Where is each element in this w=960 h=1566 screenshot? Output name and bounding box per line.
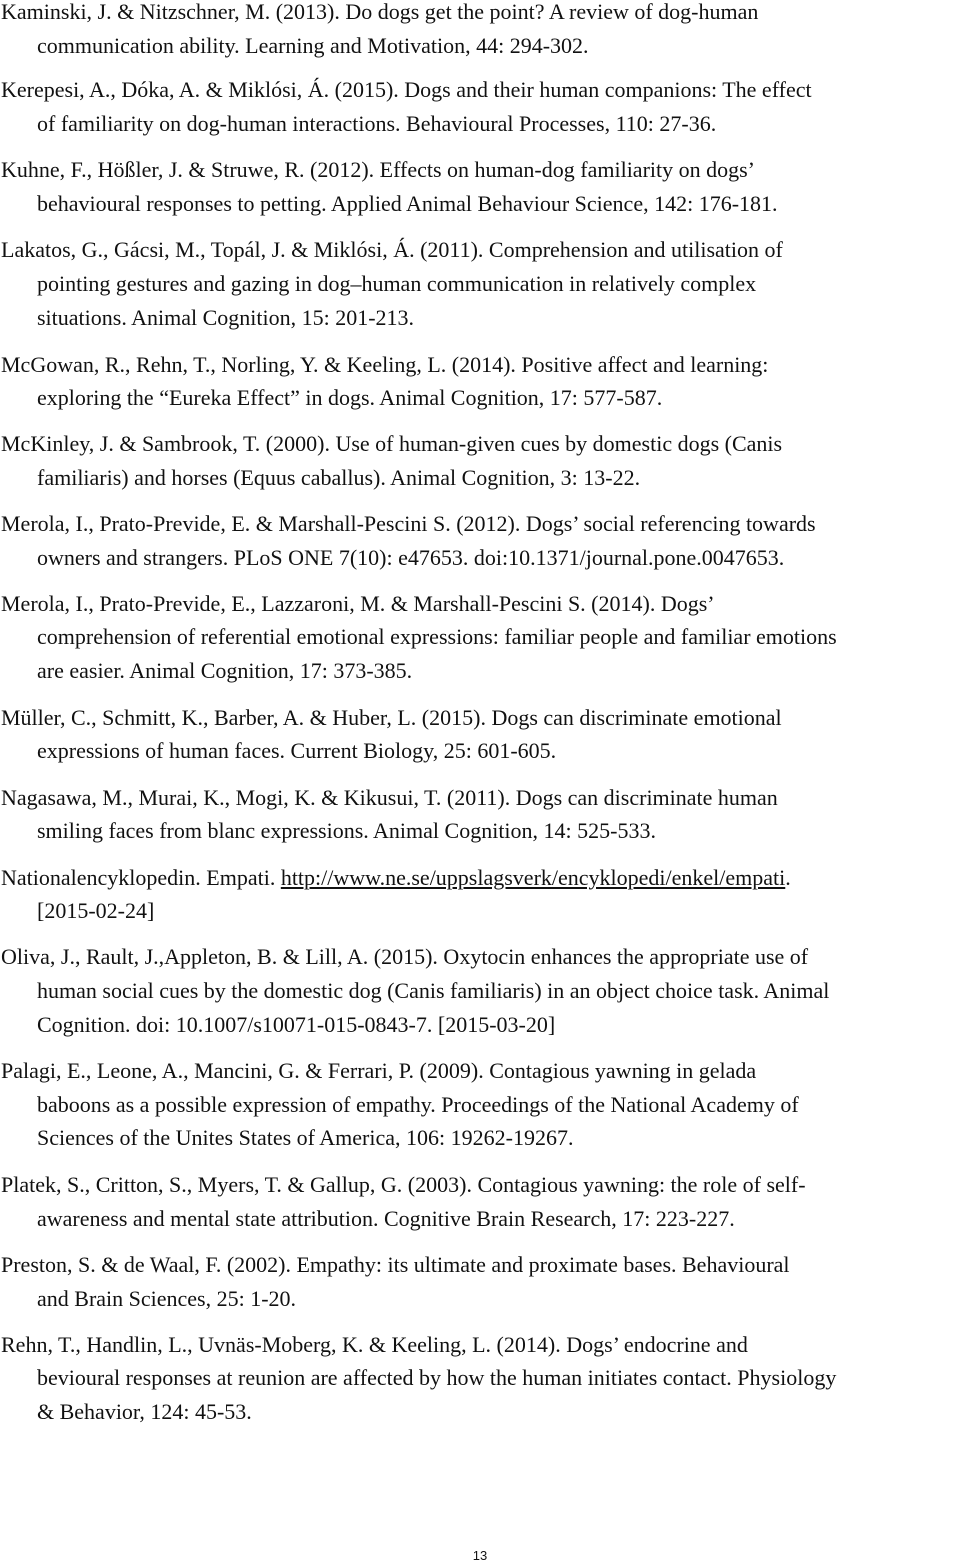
reference-line: baboons as a possible expression of empathy. Proceedings of the National Academy of [37,1092,799,1117]
reference-line: owners and strangers. PLoS ONE 7(10): e47653. doi:10.1371/journal.pone.0047653. [37,545,785,570]
reference-text: . [785,865,791,890]
reference-line: behavioural responses to petting. Applied Animal Behaviour Science, 142: 176-181. [37,191,778,216]
reference-line: Palagi, E., Leone, A., Mancini, G. & Ferrari, P. (2009). Contagious yawning in gelada [1,1058,757,1083]
reference-line: Merola, I., Prato-Previde, E., Lazzaroni, M. & Marshall-Pescini S. (2014). Dogs’ [1,591,715,616]
reference-line: bevioural responses at reunion are affected by how the human initiates contact. Physiology [37,1365,837,1390]
reference-line: Preston, S. & de Waal, F. (2002). Empathy: its ultimate and proximate bases. Behavioural [1,1252,790,1277]
reference-line: awareness and mental state attribution. Cognitive Brain Research, 17: 223-227. [37,1206,735,1231]
reference-line: Lakatos, G., Gácsi, M., Topál, J. & Miklósi, Á. (2011). Comprehension and utilisation of [1,237,783,262]
reference-line: Platek, S., Critton, S., Myers, T. & Gallup, G. (2003). Contagious yawning: the role of self- [1,1172,806,1197]
reference-line: communication ability. Learning and Motivation, 44: 294-302. [37,33,589,58]
reference-line: Kuhne, F., Hößler, J. & Struwe, R. (2012). Effects on human-dog familiarity on dogs’ [1,157,756,182]
reference-line: Nagasawa, M., Murai, K., Mogi, K. & Kikusui, T. (2011). Dogs can discriminate human [1,785,778,810]
reference-line: [2015-02-24] [37,898,155,923]
reference-line: McGowan, R., Rehn, T., Norling, Y. & Keeling, L. (2014). Positive affect and learning: [1,352,769,377]
reference-line: Kaminski, J. & Nitzschner, M. (2013). Do dogs get the point? A review of dog-human [1,0,759,24]
reference-url-link[interactable]: http://www.ne.se/uppslagsverk/encyklopedi/enkel/empati [280,865,786,890]
reference-line: situations. Animal Cognition, 15: 201-213. [37,305,415,330]
reference-line [1,861,791,895]
reference-line: Cognition. doi: 10.1007/s10071-015-0843-7. [2015-03-20] [37,1012,556,1037]
reference-line: smiling faces from blanc expressions. Animal Cognition, 14: 525-533. [37,818,656,843]
reference-line: Sciences of the Unites States of America, 106: 19262-19267. [37,1125,574,1150]
reference-line: Rehn, T., Handlin, L., Uvnäs-Moberg, K. & Keeling, L. (2014). Dogs’ endocrine and [1,1332,748,1357]
reference-line: Merola, I., Prato-Previde, E. & Marshall-Pescini S. (2012). Dogs’ social referencing towards [1,511,816,536]
reference-line: of familiarity on dog-human interactions. Behavioural Processes, 110: 27-36. [37,111,717,136]
reference-line: are easier. Animal Cognition, 17: 373-385. [37,658,413,683]
reference-line: McKinley, J. & Sambrook, T. (2000). Use of human-given cues by domestic dogs (Canis [1,431,783,456]
reference-text: Nationalencyklopedin. Empati. [1,865,281,890]
reference-line: comprehension of referential emotional expressions: familiar people and familiar emotions [37,624,837,649]
reference-line: exploring the “Eureka Effect” in dogs. Animal Cognition, 17: 577-587. [37,385,663,410]
reference-line: Müller, C., Schmitt, K., Barber, A. & Huber, L. (2015). Dogs can discriminate emotional [1,705,782,730]
reference-line: human social cues by the domestic dog (Canis familiaris) in an object choice task. Animal [37,978,830,1003]
reference-line: & Behavior, 124: 45-53. [37,1399,252,1424]
reference-line: familiaris) and horses (Equus caballus). Animal Cognition, 3: 13-22. [37,465,641,490]
reference-line: expressions of human faces. Current Biology, 25: 601-605. [37,738,557,763]
reference-line: and Brain Sciences, 25: 1-20. [37,1286,297,1311]
page-number: 13 [472,1548,488,1563]
reference-line: Kerepesi, A., Dóka, A. & Miklósi, Á. (2015). Dogs and their human companions: The effect [1,77,812,102]
reference-line: pointing gestures and gazing in dog–human communication in relatively complex [37,271,757,296]
reference-line: Oliva, J., Rault, J.,Appleton, B. & Lill, A. (2015). Oxytocin enhances the appropriate use of [1,944,809,969]
